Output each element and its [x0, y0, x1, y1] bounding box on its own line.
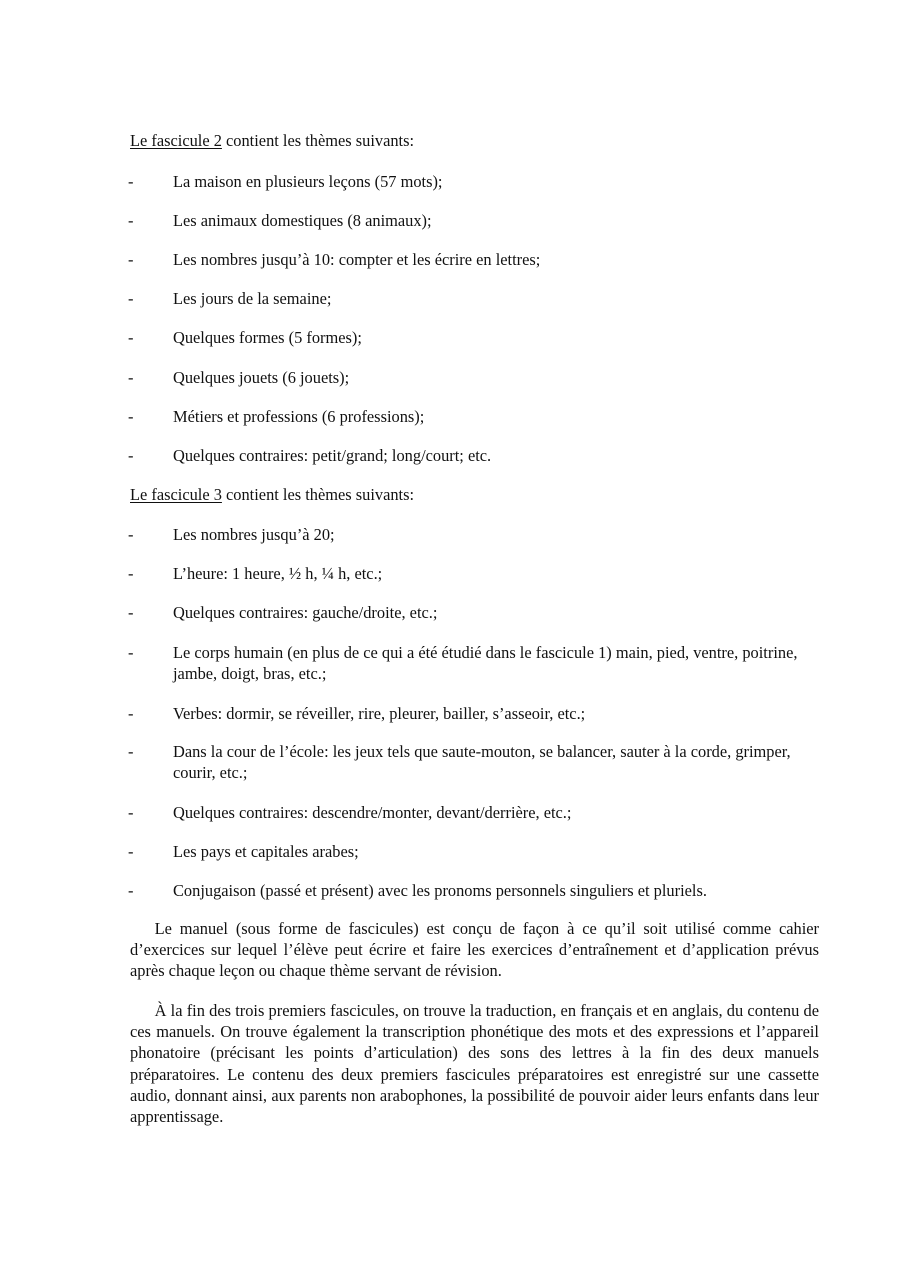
bullet-dash: -: [128, 446, 134, 465]
bullet-dash: -: [128, 525, 134, 544]
list-item-text: Quelques contraires: gauche/droite, etc.;: [173, 603, 438, 622]
paragraph-manual-description: [130, 918, 819, 982]
section-2-heading-underlined: Le fascicule 2: [130, 131, 222, 150]
list-item-text: Quelques formes (5 formes);: [173, 328, 362, 347]
bullet-dash: -: [128, 172, 134, 191]
bullet-dash: -: [128, 603, 134, 622]
list-item-text: Le corps humain (en plus de ce qui a été étudié dans le fascicule 1) main, pied, ventre, poitrine, jambe, doigt, bras, etc.;: [173, 643, 798, 683]
bullet-dash: -: [128, 643, 134, 662]
list-item-text: Quelques jouets (6 jouets);: [173, 368, 350, 387]
bullet-dash: -: [128, 289, 134, 308]
list-item-text: Conjugaison (passé et présent) avec les pronoms personnels singuliers et pluriels.: [173, 881, 707, 900]
list-item-text: Les nombres jusqu’à 20;: [173, 525, 335, 544]
bullet-dash: -: [128, 742, 134, 761]
bullet-dash: -: [128, 704, 134, 723]
list-item-text: Quelques contraires: petit/grand; long/court; etc.: [173, 446, 492, 465]
bullet-dash: -: [128, 250, 134, 269]
section-3-heading-underlined: Le fascicule 3: [130, 485, 222, 504]
section-3-heading: [130, 485, 414, 505]
bullet-dash: -: [128, 842, 134, 861]
list-item-text: Dans la cour de l’école: les jeux tels que saute-mouton, se balancer, sauter à la corde, grimper, courir, etc.;: [173, 742, 791, 782]
paragraph-translation-info: [130, 1000, 819, 1127]
paragraph-text: À la fin des trois premiers fascicules, on trouve la traduction, en français et en anglais, du contenu de ces manuels. On trouve également la transcription phonétique des mots et des expressions et l’appareil phonatoire (précisant les points d’articulation) des sons des lettres à la fin des deux manuels préparatoires. Le contenu des deux premiers fascicules préparatoires est enregistré sur une cassette audio, donnant ainsi, aux parents non arabophones, la possibilité de pouvoir aider leurs enfants dans leur apprentissage.: [130, 1001, 819, 1127]
list-item-text: Métiers et professions (6 professions);: [173, 407, 425, 426]
bullet-dash: -: [128, 407, 134, 426]
list-item-text: Les nombres jusqu’à 10: compter et les écrire en lettres;: [173, 250, 541, 269]
list-item-text: Quelques contraires: descendre/monter, devant/derrière, etc.;: [173, 803, 572, 822]
section-2-heading: [130, 131, 414, 151]
list-item-text: Les pays et capitales arabes;: [173, 842, 359, 861]
bullet-dash: -: [128, 368, 134, 387]
list-item-text: La maison en plusieurs leçons (57 mots);: [173, 172, 443, 191]
bullet-dash: -: [128, 328, 134, 347]
list-item-text: Les jours de la semaine;: [173, 289, 332, 308]
list-item-text: L’heure: 1 heure, ½ h, ¼ h, etc.;: [173, 564, 383, 583]
list-item-text: Verbes: dormir, se réveiller, rire, pleurer, bailler, s’asseoir, etc.;: [173, 704, 586, 723]
section-3-heading-rest: contient les thèmes suivants:: [221, 485, 415, 504]
bullet-dash: -: [128, 211, 134, 230]
section-2-heading-rest: contient les thèmes suivants:: [221, 131, 415, 150]
list-item-text: Les animaux domestiques (8 animaux);: [173, 211, 432, 230]
paragraph-text: Le manuel (sous forme de fascicules) est conçu de façon à ce qu’il soit utilisé comme cahier d’exercices sur lequel l’élève peut écrire et faire les exercices d’entraînement et d’application prévus après chaque leçon ou chaque thème servant de révision.: [130, 919, 819, 981]
bullet-dash: -: [128, 881, 134, 900]
bullet-dash: -: [128, 803, 134, 822]
bullet-dash: -: [128, 564, 134, 583]
